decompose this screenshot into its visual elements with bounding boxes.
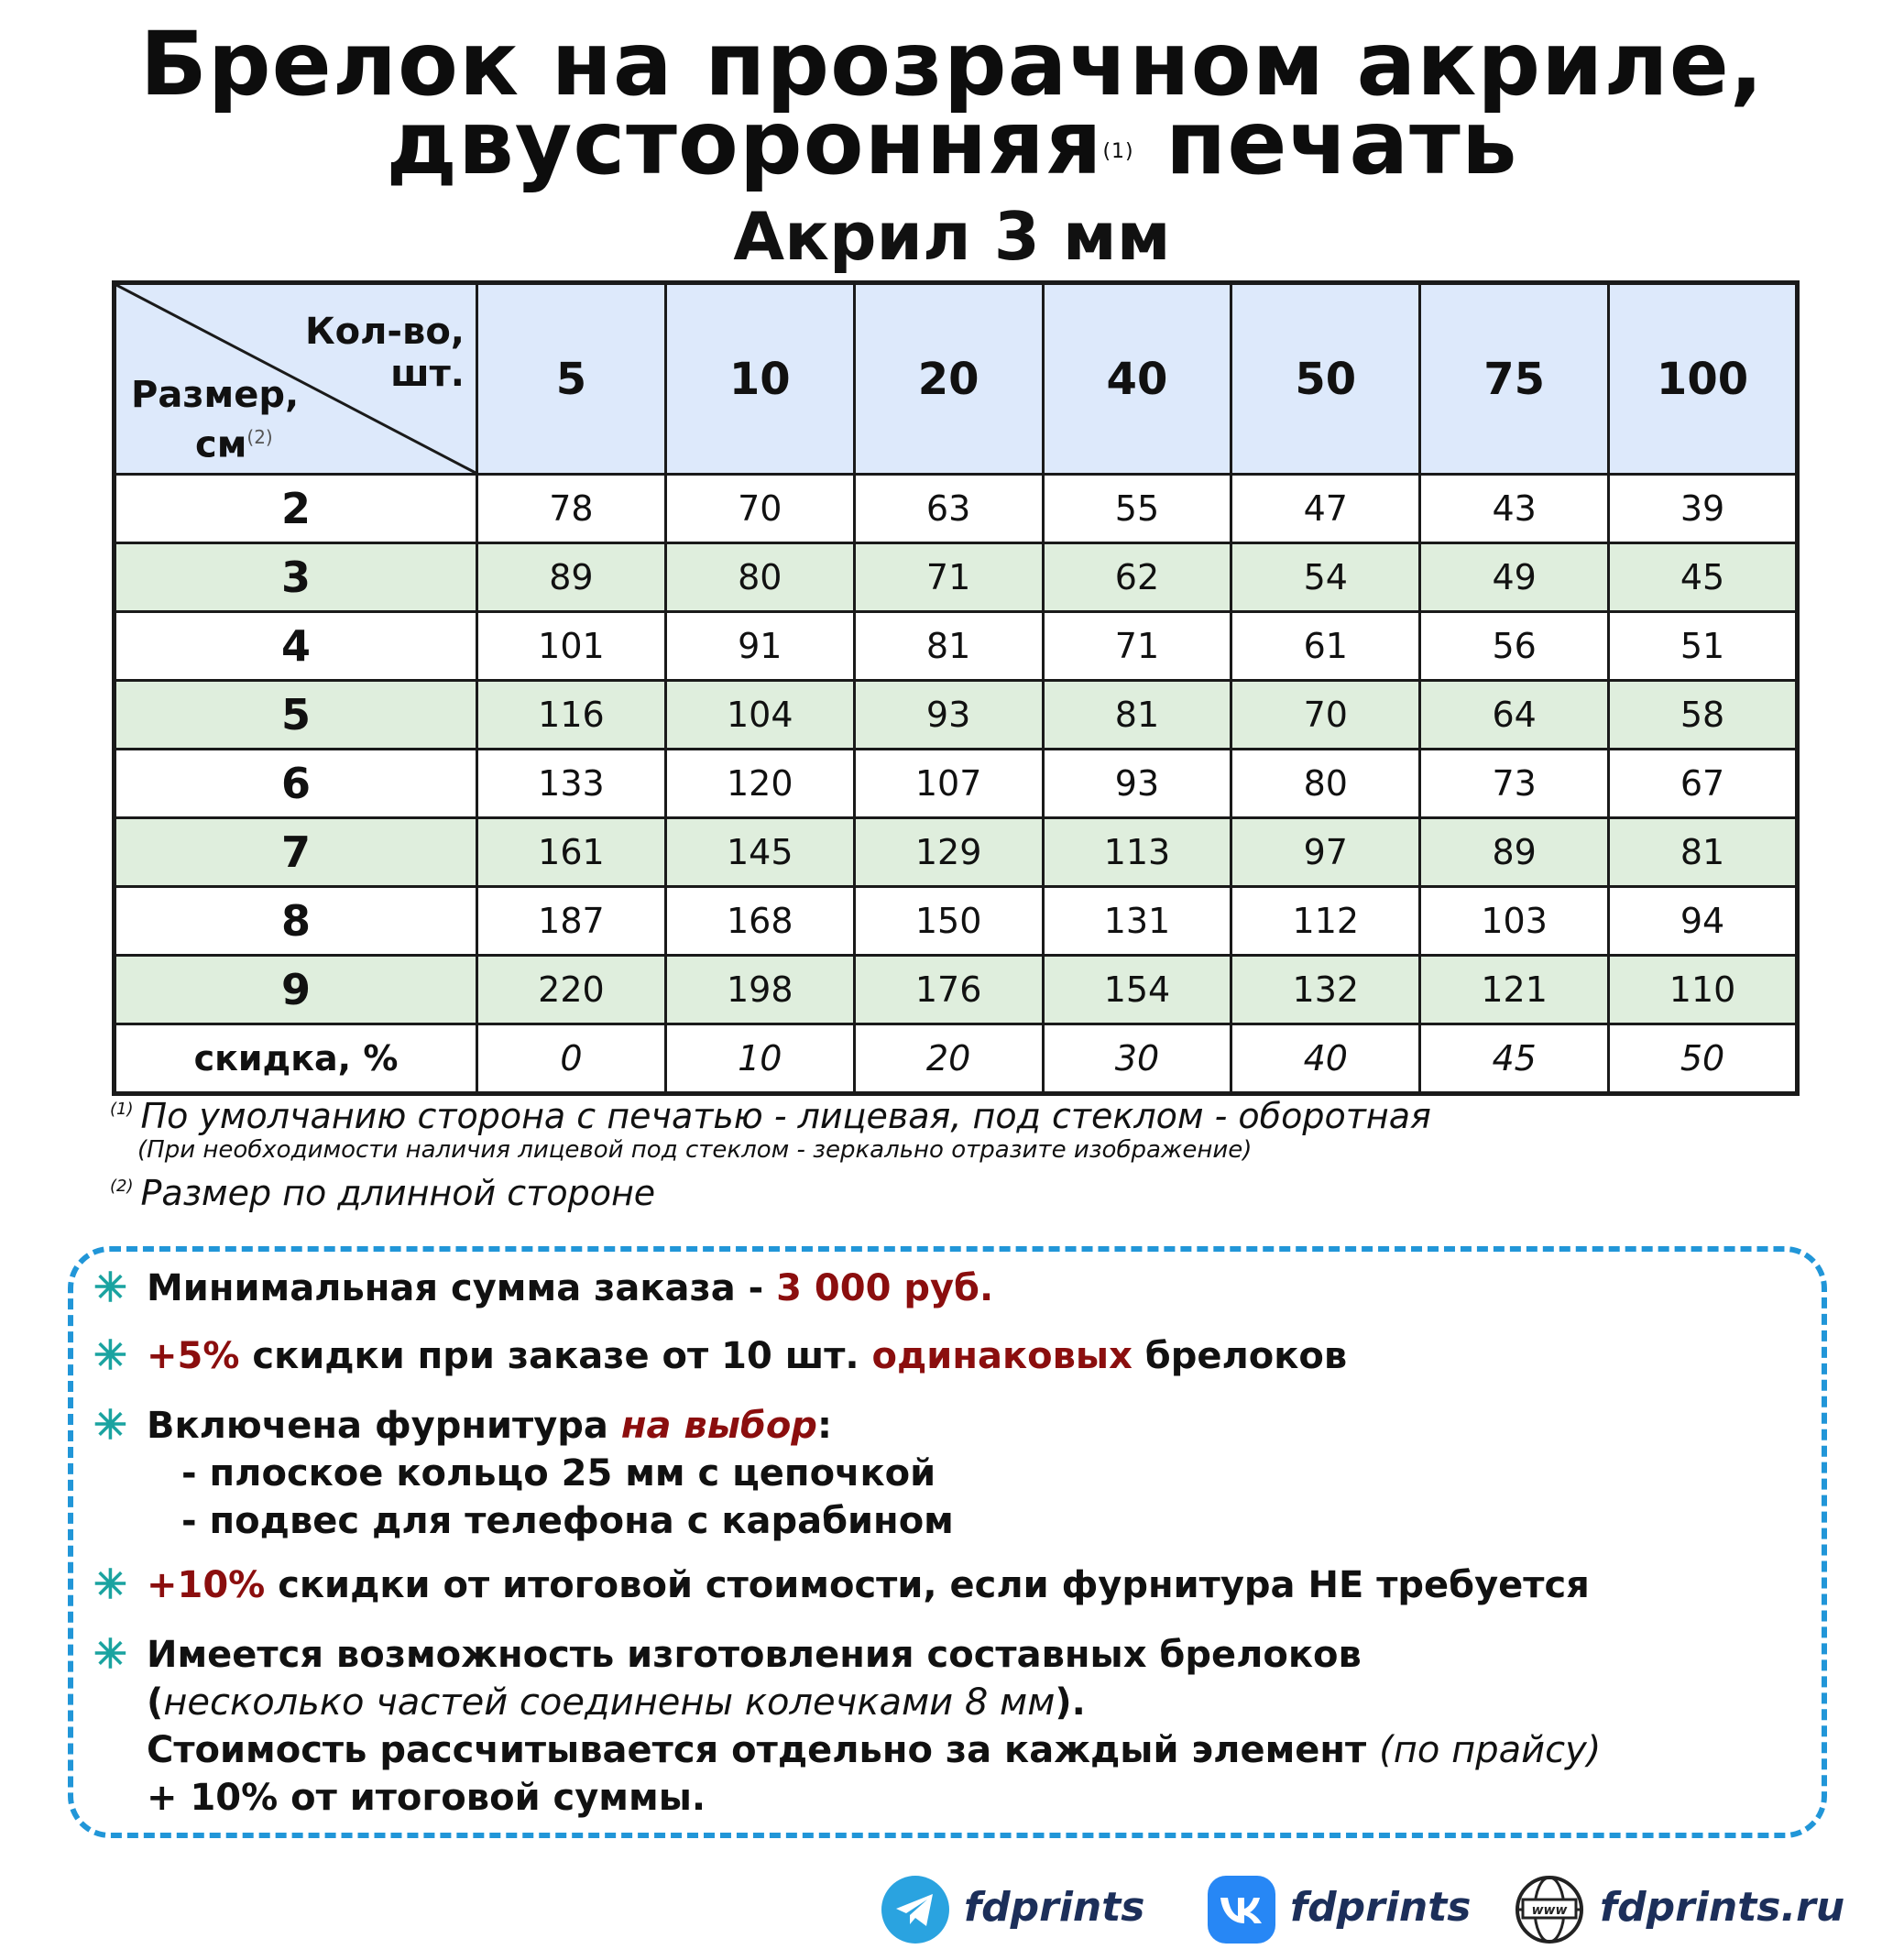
discount-cell: 30 <box>1043 1024 1231 1094</box>
composite-paren-close: ). <box>1055 1681 1086 1724</box>
subtitle: Акрил 3 мм <box>733 198 1171 275</box>
table-row <box>115 543 1798 612</box>
price-cell: 51 <box>1609 612 1798 681</box>
condition-hardware <box>147 1402 954 1545</box>
footer-website[interactable] <box>1514 1871 1844 1944</box>
price-cell: 54 <box>1231 543 1420 612</box>
min-order-text: Минимальная сумма заказа - <box>147 1267 777 1309</box>
corner-size-line-2 <box>131 416 299 465</box>
price-cell: 81 <box>1043 681 1231 750</box>
footnote-2-text: Размер по длинной стороне <box>140 1173 656 1213</box>
price-cell: 91 <box>665 612 854 681</box>
qty-header-20: 20 <box>854 283 1043 475</box>
price-cell: 187 <box>477 887 666 956</box>
qty-header-5: 5 <box>477 283 666 475</box>
price-cell: 89 <box>477 543 666 612</box>
table-row <box>115 818 1798 887</box>
price-cell: 107 <box>854 750 1043 818</box>
asterisk-icon: ✳ <box>93 1632 127 1677</box>
table-row <box>115 475 1798 543</box>
size-cell: 8 <box>115 887 477 956</box>
price-cell: 71 <box>854 543 1043 612</box>
price-cell: 55 <box>1043 475 1231 543</box>
no-hardware-percent: +10% <box>147 1564 266 1606</box>
price-cell: 93 <box>854 681 1043 750</box>
price-cell: 176 <box>854 956 1043 1024</box>
qty-header-75: 75 <box>1420 283 1609 475</box>
price-cell: 67 <box>1609 750 1798 818</box>
price-cell: 132 <box>1231 956 1420 1024</box>
price-cell: 116 <box>477 681 666 750</box>
footer-vk[interactable] <box>1208 1871 1471 1944</box>
condition-identical-discount <box>147 1332 1347 1380</box>
identical-discount-text: скидки при заказе от 10 шт. <box>239 1335 872 1377</box>
title-footnote-mark: (1) <box>1102 140 1134 163</box>
asterisk-icon: ✳ <box>93 1562 127 1607</box>
corner-size-footnote-mark: (2) <box>246 425 273 448</box>
condition-no-hardware-discount <box>147 1561 1590 1609</box>
title-line-2 <box>0 92 1904 194</box>
footnote-1-mark: (1) <box>110 1100 134 1119</box>
composite-detail <box>147 1679 1601 1726</box>
vk-handle[interactable]: fdprints <box>1290 1884 1472 1931</box>
price-cell: 150 <box>854 887 1043 956</box>
composite-price <box>147 1726 1601 1774</box>
composite-heading: Имеется возможность изготовления составных брелоков <box>147 1634 1362 1676</box>
price-cell: 63 <box>854 475 1043 543</box>
discount-cell: 40 <box>1231 1024 1420 1094</box>
price-cell: 133 <box>477 750 666 818</box>
globe-label: www <box>1531 1903 1568 1918</box>
price-cell: 39 <box>1609 475 1798 543</box>
size-cell: 5 <box>115 681 477 750</box>
globe-icon <box>1514 1874 1585 1945</box>
composite-surcharge: + 10% от итоговой суммы. <box>147 1777 706 1819</box>
price-cell: 62 <box>1043 543 1231 612</box>
price-cell: 104 <box>665 681 854 750</box>
price-cell: 78 <box>477 475 666 543</box>
price-cell: 45 <box>1609 543 1798 612</box>
price-table <box>112 280 1800 1096</box>
hardware-option-ring: - плоское кольцо 25 мм с цепочкой <box>181 1452 936 1495</box>
corner-size-line-1: Размер, <box>131 373 300 416</box>
corner-cell <box>115 283 477 475</box>
price-cell: 93 <box>1043 750 1231 818</box>
price-cell: 49 <box>1420 543 1609 612</box>
composite-paren-open: ( <box>147 1681 164 1724</box>
telegram-handle[interactable]: fdprints <box>964 1884 1145 1931</box>
no-hardware-text: скидки от итоговой стоимости, если фурнитура НЕ требуется <box>265 1564 1590 1606</box>
composite-price-text: Стоимость рассчитывается отдельно за каждый элемент <box>147 1729 1380 1771</box>
price-cell: 58 <box>1609 681 1798 750</box>
table-row <box>115 887 1798 956</box>
price-cell: 97 <box>1231 818 1420 887</box>
price-cell: 101 <box>477 612 666 681</box>
discount-cell: 20 <box>854 1024 1043 1094</box>
qty-header-50: 50 <box>1231 283 1420 475</box>
price-cell: 43 <box>1420 475 1609 543</box>
price-cell: 56 <box>1420 612 1609 681</box>
table-row <box>115 681 1798 750</box>
discount-cell: 45 <box>1420 1024 1609 1094</box>
corner-qty-line-1: Кол-во, <box>304 311 465 353</box>
website-url[interactable]: fdprints.ru <box>1600 1884 1845 1931</box>
footnote-2 <box>110 1173 655 1213</box>
footnote-2-mark: (2) <box>110 1177 134 1196</box>
price-cell: 121 <box>1420 956 1609 1024</box>
price-cell: 70 <box>1231 681 1420 750</box>
discount-cell: 0 <box>477 1024 666 1094</box>
composite-detail-text: несколько частей соединены колечками 8 мм <box>163 1681 1056 1724</box>
size-cell: 4 <box>115 612 477 681</box>
price-cell: 198 <box>665 956 854 1024</box>
title-word-double-sided: двусторонняя <box>386 92 1103 194</box>
asterisk-icon: ✳ <box>93 1265 127 1310</box>
price-cell: 70 <box>665 475 854 543</box>
price-cell: 103 <box>1420 887 1609 956</box>
title-line-1: Брелок на прозрачном акриле, <box>139 13 1765 115</box>
title-word-print: печать <box>1165 92 1518 194</box>
composite-price-note: (по прайсу) <box>1379 1729 1602 1771</box>
footnote-1 <box>110 1096 1431 1136</box>
size-cell: 2 <box>115 475 477 543</box>
price-cell: 64 <box>1420 681 1609 750</box>
footnote-1-detail: (При необходимости наличия лицевой под стеклом - зеркально отразите изображение) <box>137 1136 1253 1164</box>
price-cell: 113 <box>1043 818 1231 887</box>
table-row <box>115 750 1798 818</box>
table-row <box>115 612 1798 681</box>
identical-discount-tail: брелоков <box>1132 1335 1348 1377</box>
asterisk-icon: ✳ <box>93 1403 127 1448</box>
footer-telegram[interactable] <box>881 1871 1144 1944</box>
price-cell: 112 <box>1231 887 1420 956</box>
footnote-1-text: По умолчанию сторона с печатью - лицевая, под стеклом - оборотная <box>140 1096 1431 1136</box>
vk-icon <box>1208 1876 1275 1944</box>
corner-size-unit: см <box>195 423 247 465</box>
size-cell: 7 <box>115 818 477 887</box>
price-cell: 81 <box>854 612 1043 681</box>
hardware-text: Включена фурнитура <box>147 1405 621 1447</box>
corner-qty-label <box>305 311 465 395</box>
asterisk-icon: ✳ <box>93 1333 127 1378</box>
price-cell: 168 <box>665 887 854 956</box>
size-cell: 9 <box>115 956 477 1024</box>
price-cell: 129 <box>854 818 1043 887</box>
header-row <box>115 283 1798 475</box>
corner-size-label <box>131 374 299 465</box>
table-row <box>115 956 1798 1024</box>
price-cell: 220 <box>477 956 666 1024</box>
price-cell: 81 <box>1609 818 1798 887</box>
hardware-colon: : <box>816 1405 832 1447</box>
size-cell: 3 <box>115 543 477 612</box>
discount-row <box>115 1024 1798 1094</box>
price-cell: 61 <box>1231 612 1420 681</box>
price-cell: 80 <box>1231 750 1420 818</box>
qty-header-10: 10 <box>665 283 854 475</box>
discount-label: скидка, % <box>115 1024 477 1094</box>
price-cell: 89 <box>1420 818 1609 887</box>
condition-min-order <box>147 1265 993 1312</box>
condition-composite <box>147 1631 1601 1822</box>
hardware-heading <box>147 1402 954 1450</box>
size-cell: 6 <box>115 750 477 818</box>
corner-qty-line-2: шт. <box>390 353 465 395</box>
qty-header-40: 40 <box>1043 283 1231 475</box>
price-cell: 154 <box>1043 956 1231 1024</box>
price-cell: 110 <box>1609 956 1798 1024</box>
price-cell: 73 <box>1420 750 1609 818</box>
price-cell: 94 <box>1609 887 1798 956</box>
discount-cell: 50 <box>1609 1024 1798 1094</box>
price-cell: 47 <box>1231 475 1420 543</box>
price-cell: 80 <box>665 543 854 612</box>
identical-word: одинаковых <box>871 1335 1133 1377</box>
hardware-option-phone: - подвес для телефона с карабином <box>181 1500 954 1542</box>
price-cell: 161 <box>477 818 666 887</box>
identical-discount-percent: +5% <box>147 1335 240 1377</box>
price-cell: 71 <box>1043 612 1231 681</box>
hardware-choice: на выбор <box>620 1405 817 1447</box>
discount-cell: 10 <box>665 1024 854 1094</box>
price-cell: 131 <box>1043 887 1231 956</box>
price-cell: 145 <box>665 818 854 887</box>
price-cell: 120 <box>665 750 854 818</box>
min-order-amount: 3 000 руб. <box>776 1267 994 1309</box>
qty-header-100: 100 <box>1609 283 1798 475</box>
telegram-icon <box>881 1876 949 1944</box>
